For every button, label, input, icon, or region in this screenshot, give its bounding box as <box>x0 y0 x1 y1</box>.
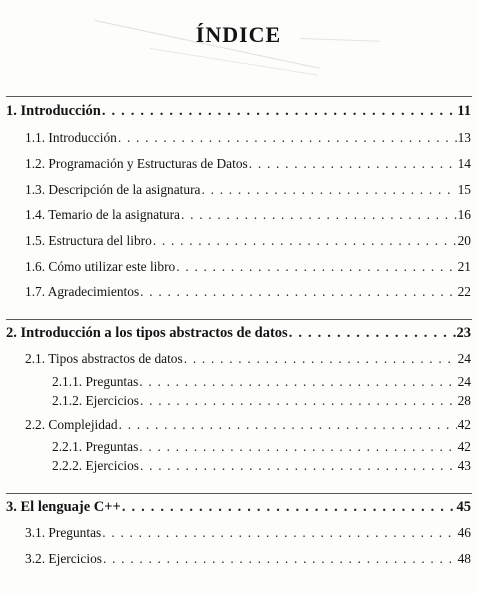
toc-page-number: 20 <box>457 233 471 248</box>
toc-chapter-label: 2. Introducción a los tipos abstractos de datos <box>6 325 288 341</box>
toc-page-number: 45 <box>456 499 471 515</box>
toc-entry <box>0 259 471 277</box>
toc-entry-label: 1.5. Estructura del libro <box>25 233 152 248</box>
toc-page-number: 24 <box>457 351 471 366</box>
toc-entry-label: 1.7. Agradecimientos <box>25 284 140 299</box>
toc-page-number: 46 <box>457 525 471 540</box>
toc-page-number: 13 <box>457 130 471 145</box>
leader-dots <box>181 207 457 223</box>
toc-entry <box>0 374 471 392</box>
toc-entry <box>0 130 471 148</box>
toc-entry <box>0 551 471 569</box>
toc-entry <box>0 182 471 200</box>
toc-entry-label: 1.4. Temario de la asignatura <box>25 207 180 222</box>
leader-dots <box>202 182 457 198</box>
chapter-divider <box>6 96 472 97</box>
toc-page-number: 48 <box>457 551 471 566</box>
leader-dots <box>176 259 456 275</box>
toc-entry-label: 1.6. Cómo utilizar este libro <box>25 259 176 274</box>
toc-chapter <box>0 103 471 121</box>
toc-entry-label: 3.1. Preguntas <box>25 525 102 540</box>
page-title: ÍNDICE <box>195 22 282 47</box>
toc-page-number: 11 <box>457 103 471 119</box>
toc-entry <box>0 417 471 435</box>
toc-page-number: 15 <box>457 182 471 197</box>
toc-entry <box>0 393 471 411</box>
toc-entry <box>0 458 471 476</box>
leader-dots <box>140 458 457 474</box>
toc-page-number: 16 <box>457 207 471 222</box>
toc-entry-label: 2.1.1. Preguntas <box>52 374 139 389</box>
toc-entry-label: 2.1.2. Ejercicios <box>52 393 140 408</box>
leader-dots <box>139 374 456 390</box>
toc-page-number: 28 <box>457 393 471 408</box>
toc-chapter-label: 1. Introducción <box>6 103 101 119</box>
leader-dots <box>102 103 456 120</box>
leader-dots <box>119 417 457 433</box>
toc-entry-label: 1.3. Descripción de la asignatura <box>25 182 201 197</box>
toc-page-number: 22 <box>457 284 471 299</box>
toc-entry-label: 1.2. Programación y Estructuras de Datos <box>25 156 248 171</box>
toc-page-number: 42 <box>457 417 471 432</box>
toc-entry <box>0 284 471 302</box>
leader-dots <box>140 284 456 300</box>
toc-entry <box>0 207 471 225</box>
leader-dots <box>153 233 457 249</box>
chapter-divider <box>6 319 472 320</box>
toc-chapter <box>0 499 471 517</box>
toc-entry <box>0 439 471 457</box>
toc-entry-label: 2.2.2. Ejercicios <box>52 458 140 473</box>
toc-chapter <box>0 325 471 343</box>
toc-entry <box>0 233 471 251</box>
toc-entry-label: 2.2. Complejidad <box>25 417 118 432</box>
toc-page-number: 24 <box>457 374 471 389</box>
toc-entry-label: 2.2.1. Preguntas <box>52 439 139 454</box>
chapter-divider <box>6 493 472 494</box>
toc-entry-label: 2.1. Tipos abstractos de datos <box>25 351 183 366</box>
leader-dots <box>118 130 457 146</box>
toc-page-number: 21 <box>457 259 471 274</box>
leader-dots <box>122 499 456 516</box>
toc-entry <box>0 156 471 174</box>
leader-dots <box>289 325 456 342</box>
toc-entry <box>0 351 471 369</box>
toc-entry-label: 1.1. Introducción <box>25 130 117 145</box>
toc-entry-label: 3.2. Ejercicios <box>25 551 102 566</box>
toc-chapter-label: 3. El lenguaje C++ <box>6 499 121 515</box>
leader-dots <box>184 351 457 367</box>
toc-page-number: 14 <box>457 156 471 171</box>
leader-dots <box>249 156 457 172</box>
leader-dots <box>140 393 457 409</box>
toc-entry <box>0 525 471 543</box>
leader-dots <box>103 551 457 567</box>
leader-dots <box>102 525 456 541</box>
toc-page-number: 42 <box>457 439 471 454</box>
toc-page-number: 23 <box>456 325 471 341</box>
toc-page-number: 43 <box>457 458 471 473</box>
leader-dots <box>139 439 456 455</box>
